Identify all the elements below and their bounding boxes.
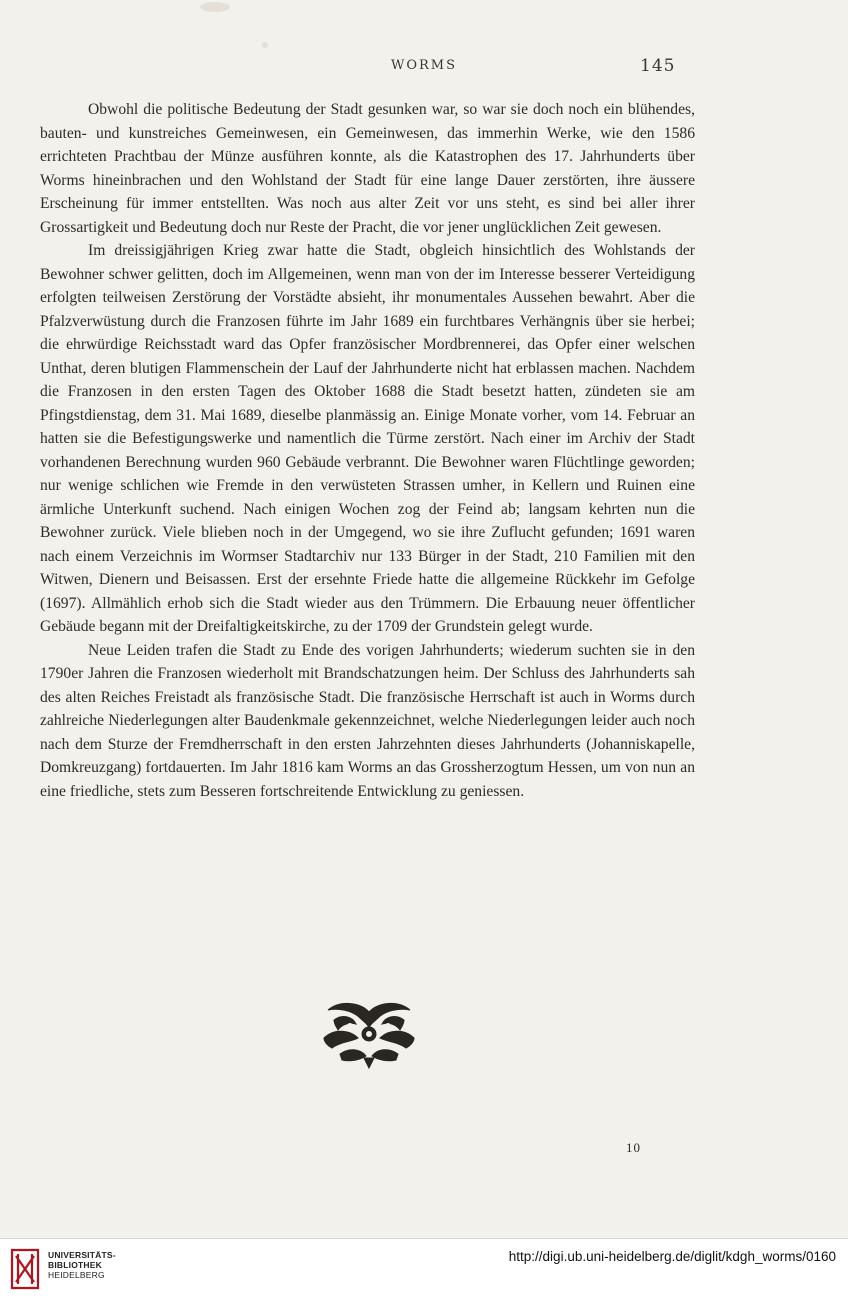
paragraph: Obwohl die politische Bedeutung der Stadt gesunken war, so war sie doch noch ein blühendes, bauten- und kunstreiches Gemeinwesen, ein Gemeinwesen, das immerhin Werke, wie den 1586 errichteten Prachtbau der Münze ausführen konnte, als die Katastrophen des 17. Jahrhunderts über Worms hineinbrachen und den Wohlstand der Stadt für eine lange Dauer zerstörten, ihre äussere Erscheinung für immer entstellten. Was noch aus alter Zeit vor uns steht, es sind bei aller ihrer Grossartigkeit und Bedeutung doch nur Reste der Pracht, die vor jener unglücklichen Zeit gewesen. xyxy=(40,101,695,236)
running-title: WORMS xyxy=(390,58,458,73)
body-text xyxy=(40,98,695,803)
heidelberg-library-logo-icon[interactable] xyxy=(8,1246,42,1292)
permalink-url[interactable]: http://digi.ub.uni-heidelberg.de/diglit/kdgh_worms/0160 xyxy=(508,1249,836,1264)
library-name xyxy=(48,1250,116,1280)
page-number: 145 xyxy=(640,56,676,76)
footer-bar xyxy=(0,1238,848,1299)
paragraph: Neue Leiden trafen die Stadt zu Ende des vorigen Jahrhunderts; wiederum suchten sie in den 1790er Jahren die Franzosen wiederholt mit Brandschatzungen heim. Der Schluss des Jahrhunderts sah des alten Reiches Freistadt als französische Stadt. Die französische Herrschaft ist auch in Worms durch zahlreiche Niederlegungen alter Baudenkmale gekennzeichnet, welche Niederlegungen leider auch noch nach dem Sturze der Fremdherrschaft in den ersten Jahrzehnten dieses Jahrhunderts (Johanniskapelle, Domkreuzgang) fortdauerten. Im Jahr 1816 kam Worms an das Grossherzogtum Hessen, um von nun an eine friedliche, stets zum Besseren fortschreitende Entwicklung zu geniessen. xyxy=(40,641,695,800)
floral-vignette-icon xyxy=(320,998,418,1070)
library-name-line: BIBLIOTHEK xyxy=(48,1260,102,1270)
signature-mark: 10 xyxy=(626,1140,641,1155)
paper-stain xyxy=(262,42,268,48)
library-name-line: UNIVERSITÄTS- xyxy=(48,1250,116,1260)
paragraph: Im dreissigjährigen Krieg zwar hatte die Stadt, obgleich hinsichtlich des Wohlstands der Bewohner schwer gelitten, doch im Allgemeinen, wenn man von der im Interesse besserer Verteidigung erfolgten teilweisen Zerstörung der Vorstädte absieht, ihr monumentales Aussehen bewahrt. Aber die Pfalzverwüstung durch die Franzosen führte im Jahr 1689 ein furchtbares Verhängnis über sie herbei; die ehrwürdige Reichsstadt ward das Opfer französischer Mordbrennerei, das Opfer einer welschen Unthat, deren blutigen Flammenschein der Lauf der Jahrhunderte nicht hat erblassen machen. Nachdem die Franzosen in den ersten Tagen des Oktober 1688 die Stadt besetzt hatten, zündeten sie am Pfingstdienstag, dem 31. Mai 1689, dieselbe planmässig an. Einige Monate vorher, vom 14. Februar an hatten sie die Befestigungswerke und namentlich die Türme zerstört. Nach einer im Archiv der Stadt vorhandenen Berechnung wurden 960 Gebäude verbrannt. Die Bewohner waren Flüchtlinge geworden; nur wenige schlichen wie Fremde in den verwüsteten Strassen umher, in Kellern und Ruinen eine ärmliche Unterkunft suchend. Nach einigen Wochen zog der Feind ab; langsam kehrten nun die Bewohner zurück. Viele blieben noch in der Umgegend, wo sie ihre Zuflucht gefunden; 1691 waren nach einem Verzeichnis im Wormser Stadtarchiv nur 133 Bürger in der Stadt, 210 Familien mit den Witwen, Dienern und Beisassen. Erst der ersehnte Friede hatte die allgemeine Rückkehr im Gefolge (1697). Allmählich erhob sich die Stadt wieder aus den Trümmern. Die Erbauung neuer öffentlicher Gebäude begann mit der Dreifaltigkeitskirche, zu der 1709 der Grundstein gelegt wurde. xyxy=(40,242,695,635)
paper-stain xyxy=(200,2,230,12)
library-city: HEIDELBERG xyxy=(48,1270,105,1280)
